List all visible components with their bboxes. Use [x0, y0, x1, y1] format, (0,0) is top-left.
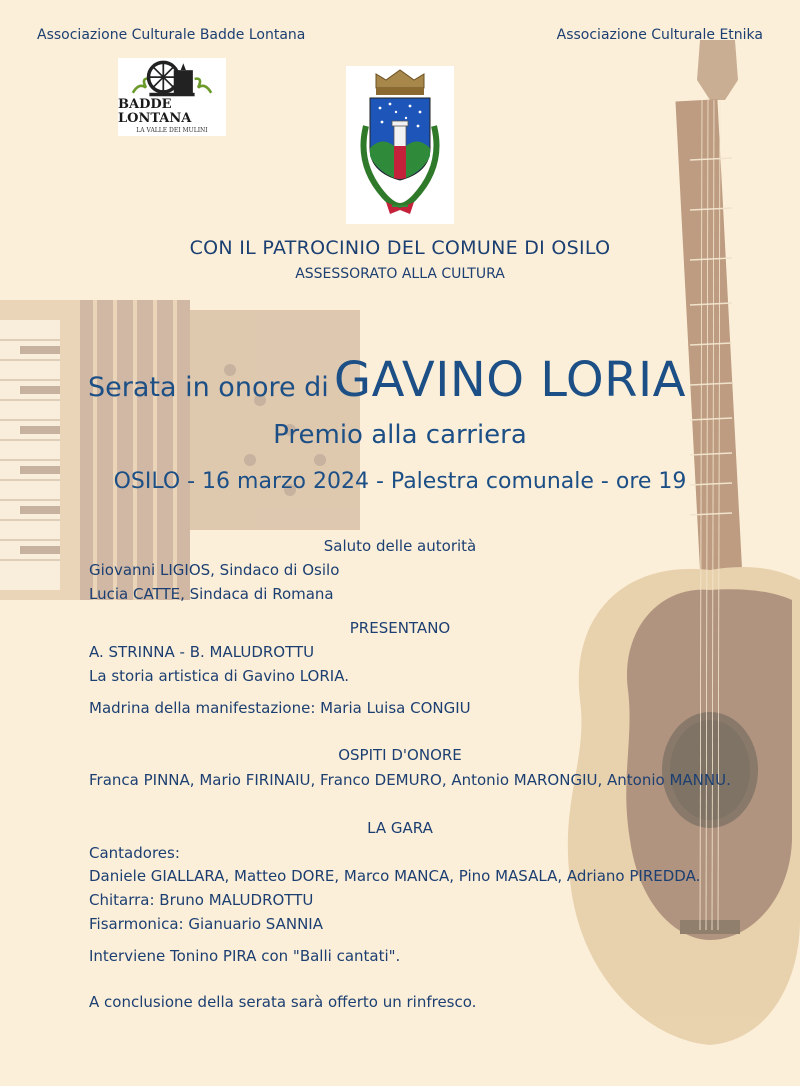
madrina-line: Madrina della manifestazione: Maria Luisa CONGIU	[89, 699, 471, 717]
cantadores-line: Daniele GIALLARA, Matteo DORE, Marco MANCA, Pino MASALA, Adriano PIREDDA.	[89, 867, 701, 885]
cantadores-label: Cantadores:	[89, 844, 180, 862]
ospiti-heading: OSPITI D'ONORE	[338, 746, 462, 764]
honoree-name: GAVINO LORIA	[333, 352, 686, 408]
logo-subtext: LA VALLE DEI MULINI	[136, 127, 208, 134]
presentano-heading: PRESENTANO	[349, 619, 451, 637]
presentano-line-1: A. STRINNA - B. MALUDROTTU	[89, 643, 315, 661]
department-line: ASSESSORATO ALLA CULTURA	[295, 266, 505, 282]
logo-text: BADDE LONTANA	[118, 97, 192, 126]
event-title	[88, 352, 686, 408]
badde-lontana-logo	[118, 58, 226, 136]
interviene-line: Interviene Tonino PIRA con "Balli cantati".	[89, 947, 401, 965]
coat-of-arms-icon	[346, 66, 454, 224]
conclusione-line: A conclusione della serata sarà offerto un rinfresco.	[89, 993, 477, 1011]
gara-heading: LA GARA	[367, 819, 433, 837]
saluto-line-2: Lucia CATTE, Sindaca di Romana	[89, 585, 334, 603]
ospiti-line: Franca PINNA, Mario FIRINAIU, Franco DEMURO, Antonio MARONGIU, Antonio MANNU.	[89, 771, 731, 789]
mill-icon	[122, 58, 222, 98]
chitarra-line: Chitarra: Bruno MALUDROTTU	[89, 891, 314, 909]
fisarmonica-line: Fisarmonica: Gianuario SANNIA	[89, 915, 323, 933]
event-details: OSILO - 16 marzo 2024 - Palestra comunale - ore 19	[113, 469, 687, 494]
patronage-line: CON IL PATROCINIO DEL COMUNE DI OSILO	[189, 237, 611, 259]
award-subtitle: Premio alla carriera	[273, 420, 527, 450]
header-left-organization: Associazione Culturale Badde Lontana	[37, 27, 306, 43]
presentano-line-2: La storia artistica di Gavino LORIA.	[89, 667, 349, 685]
header-right-organization: Associazione Culturale Etnika	[556, 27, 763, 43]
title-prefix: Serata in onore di	[88, 372, 329, 403]
saluto-heading: Saluto delle autorità	[323, 537, 477, 555]
saluto-line-1: Giovanni LIGIOS, Sindaco di Osilo	[89, 561, 340, 579]
osilo-coat-of-arms	[346, 66, 454, 224]
